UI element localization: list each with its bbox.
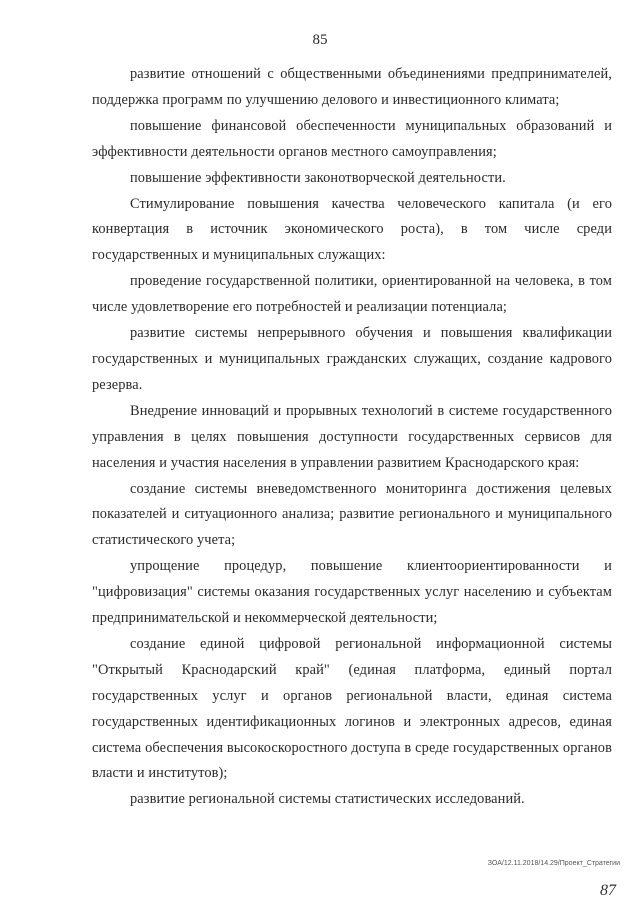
paragraph: повышение эффективности законотворческой деятельности. — [130, 169, 506, 186]
paragraph: повышение финансовой обеспеченности муниципальных образований и эффективности деятельности органов местного самоуправления; — [92, 117, 612, 160]
paragraph: создание системы вневедомственного мониторинга достижения целевых показателей и ситуационного анализа; развитие регионального и муниципального статистического учета; — [92, 480, 612, 549]
paragraph: развитие отношений с общественными объединениями предпринимателей, поддержка программ по улучшению делового и инвестиционного климата; — [92, 66, 612, 108]
paragraph: проведение государственной политики, ориентированной на человека, в том числе удовлетворение его потребностей и реализации потенциала; — [92, 273, 612, 316]
paragraph: развитие региональной системы статистических исследований. — [130, 791, 525, 808]
handwritten-page-number: 87 — [600, 882, 616, 899]
paragraph: Стимулирование повышения качества человеческого капитала (и его конвертация в источник экономического роста), в том числе среди государственных и муниципальных служащих: — [92, 195, 612, 264]
paragraph: развитие системы непрерывного обучения и повышения квалификации государственных и муниципальных гражданских служащих, создание кадрового резерва. — [92, 325, 612, 393]
page-number: 85 — [312, 32, 328, 48]
footer-document-code: ЗОА/12.11.2018/14.29/Проект_Стратегии — [487, 860, 620, 867]
document-body — [92, 62, 612, 813]
paragraph: Внедрение инноваций и прорывных технологий в системе государственного управления в целях повышения доступности государственных сервисов для населения и участия населения в управлении развитием Краснодарского края: — [92, 402, 612, 471]
paragraph: упрощение процедур, повышение клиентоориентированности и "цифровизация" системы оказания государственных услуг населению и субъектам предпринимательской и некоммерческой деятельности; — [92, 558, 612, 627]
paragraph: создание единой цифровой региональной информационной системы "Открытый Краснодарский край" (единая платформа, единый портал государственных услуг и органов региональной власти, единая система государственных идентификационных логинов и электронных адресов, единая система обеспечения высокоскоростного доступа в среде государственных органов власти и институтов); — [92, 635, 612, 782]
